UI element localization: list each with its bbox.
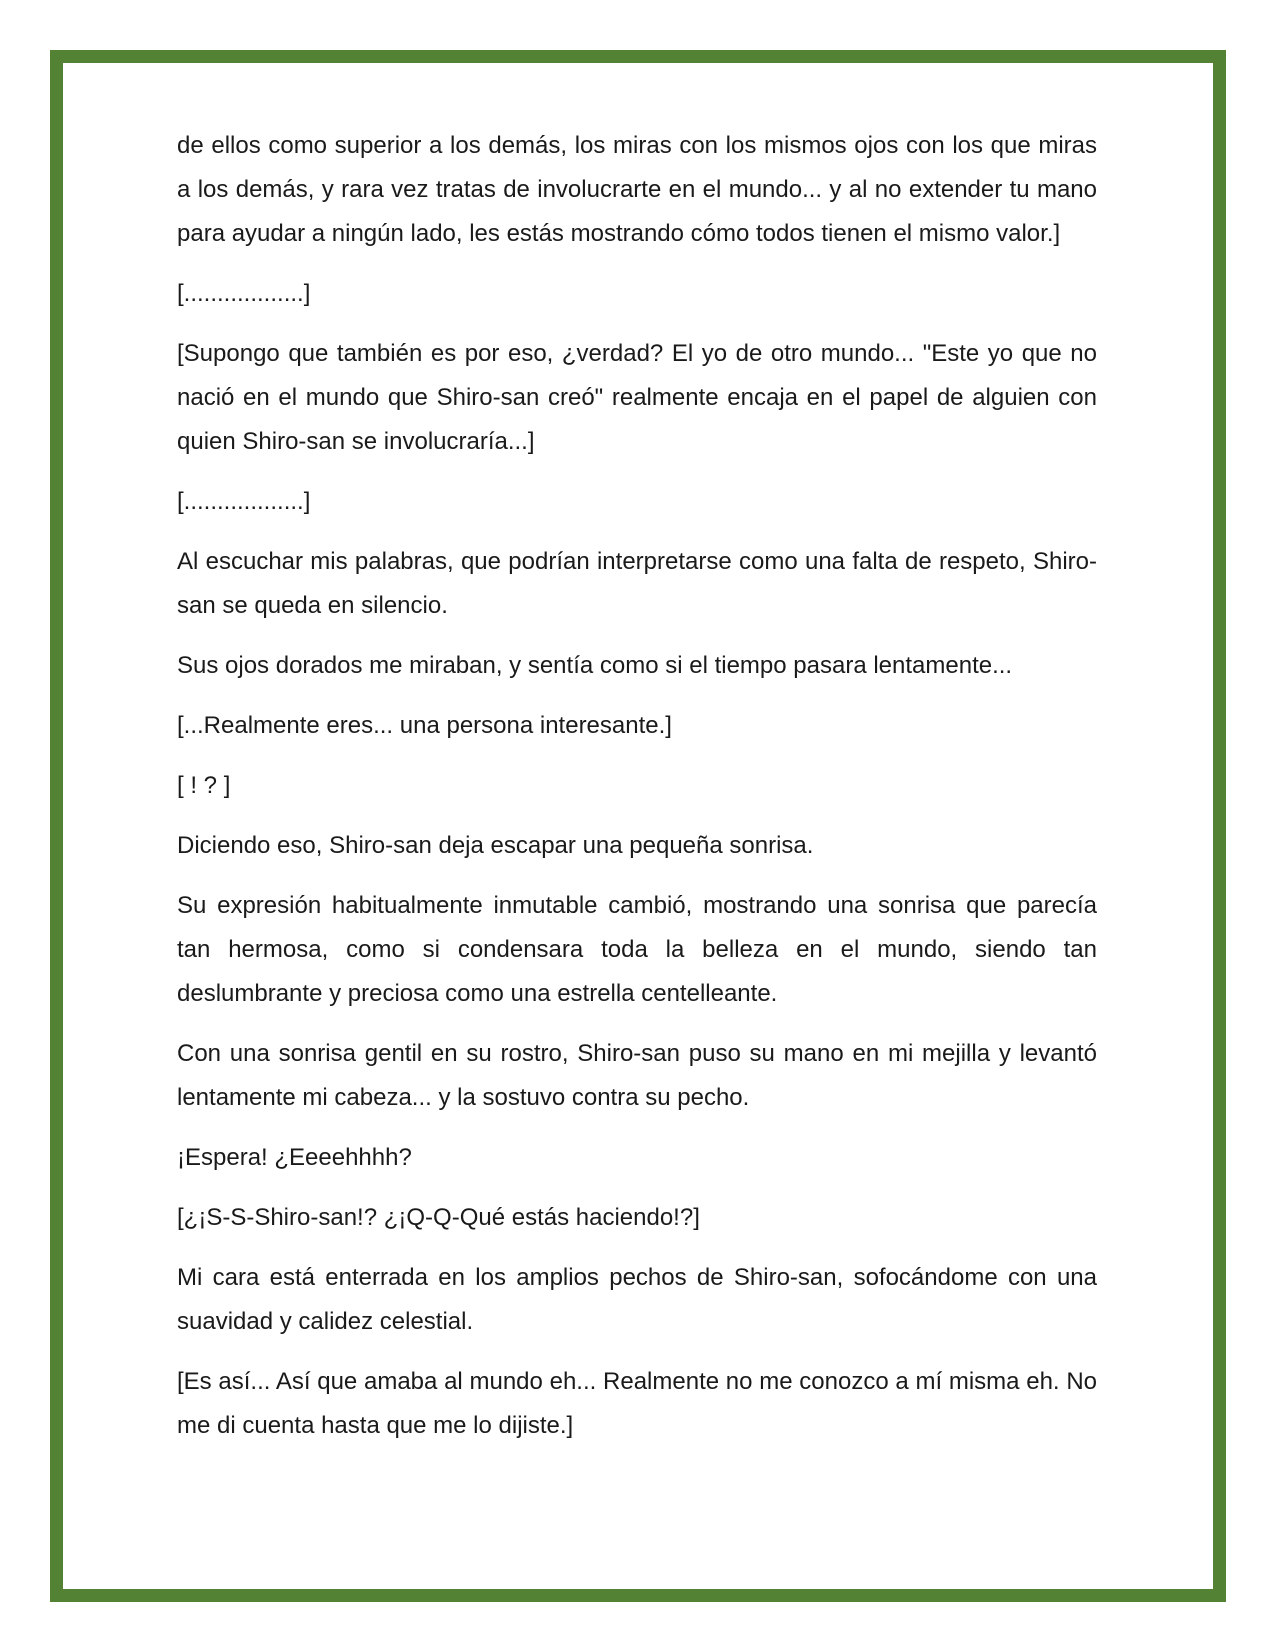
paragraph: [¿¡S-S-Shiro-san!? ¿¡Q-Q-Qué estás haciendo!?] xyxy=(177,1204,700,1231)
paragraph: de ellos como superior a los demás, los miras con los mismos ojos con los que miras a los demás, y rara vez tratas de involucrarte en el mundo... y al no extender tu mano para ayudar a ningún lado, les estás mostrando cómo todos tienen el mismo valor.] xyxy=(177,132,1097,247)
paragraph: [...Realmente eres... una persona interesante.] xyxy=(177,712,672,739)
paragraph: [Es así... Así que amaba al mundo eh... Realmente no me conozco a mí misma eh. No me di cuenta hasta que me lo dijiste.] xyxy=(177,1368,1097,1439)
paragraph: Al escuchar mis palabras, que podrían interpretarse como una falta de respeto, Shiro-san se queda en silencio. xyxy=(177,548,1097,619)
paragraph: Diciendo eso, Shiro-san deja escapar una pequeña sonrisa. xyxy=(177,832,814,859)
paragraph: Con una sonrisa gentil en su rostro, Shiro-san puso su mano en mi mejilla y levantó lentamente mi cabeza... y la sostuvo contra su pecho. xyxy=(177,1040,1097,1111)
paragraph: [..................] xyxy=(177,280,311,307)
paragraph: [ ! ? ] xyxy=(177,772,231,799)
page-text xyxy=(177,124,1097,1464)
paragraph: [..................] xyxy=(177,488,311,515)
paragraph: [Supongo que también es por eso, ¿verdad? El yo de otro mundo... "Este yo que no nació en el mundo que Shiro-san creó" realmente encaja en el papel de alguien con quien Shiro-san se involucraría...] xyxy=(177,340,1097,455)
paragraph: ¡Espera! ¿Eeeehhhh? xyxy=(177,1144,412,1171)
paragraph: Mi cara está enterrada en los amplios pechos de Shiro-san, sofocándome con una suavidad y calidez celestial. xyxy=(177,1264,1097,1335)
paragraph: Sus ojos dorados me miraban, y sentía como si el tiempo pasara lentamente... xyxy=(177,652,1013,679)
paragraph: Su expresión habitualmente inmutable cambió, mostrando una sonrisa que parecía tan hermosa, como si condensara toda la belleza en el mundo, siendo tan deslumbrante y preciosa como una estrella centelleante. xyxy=(177,892,1097,1007)
